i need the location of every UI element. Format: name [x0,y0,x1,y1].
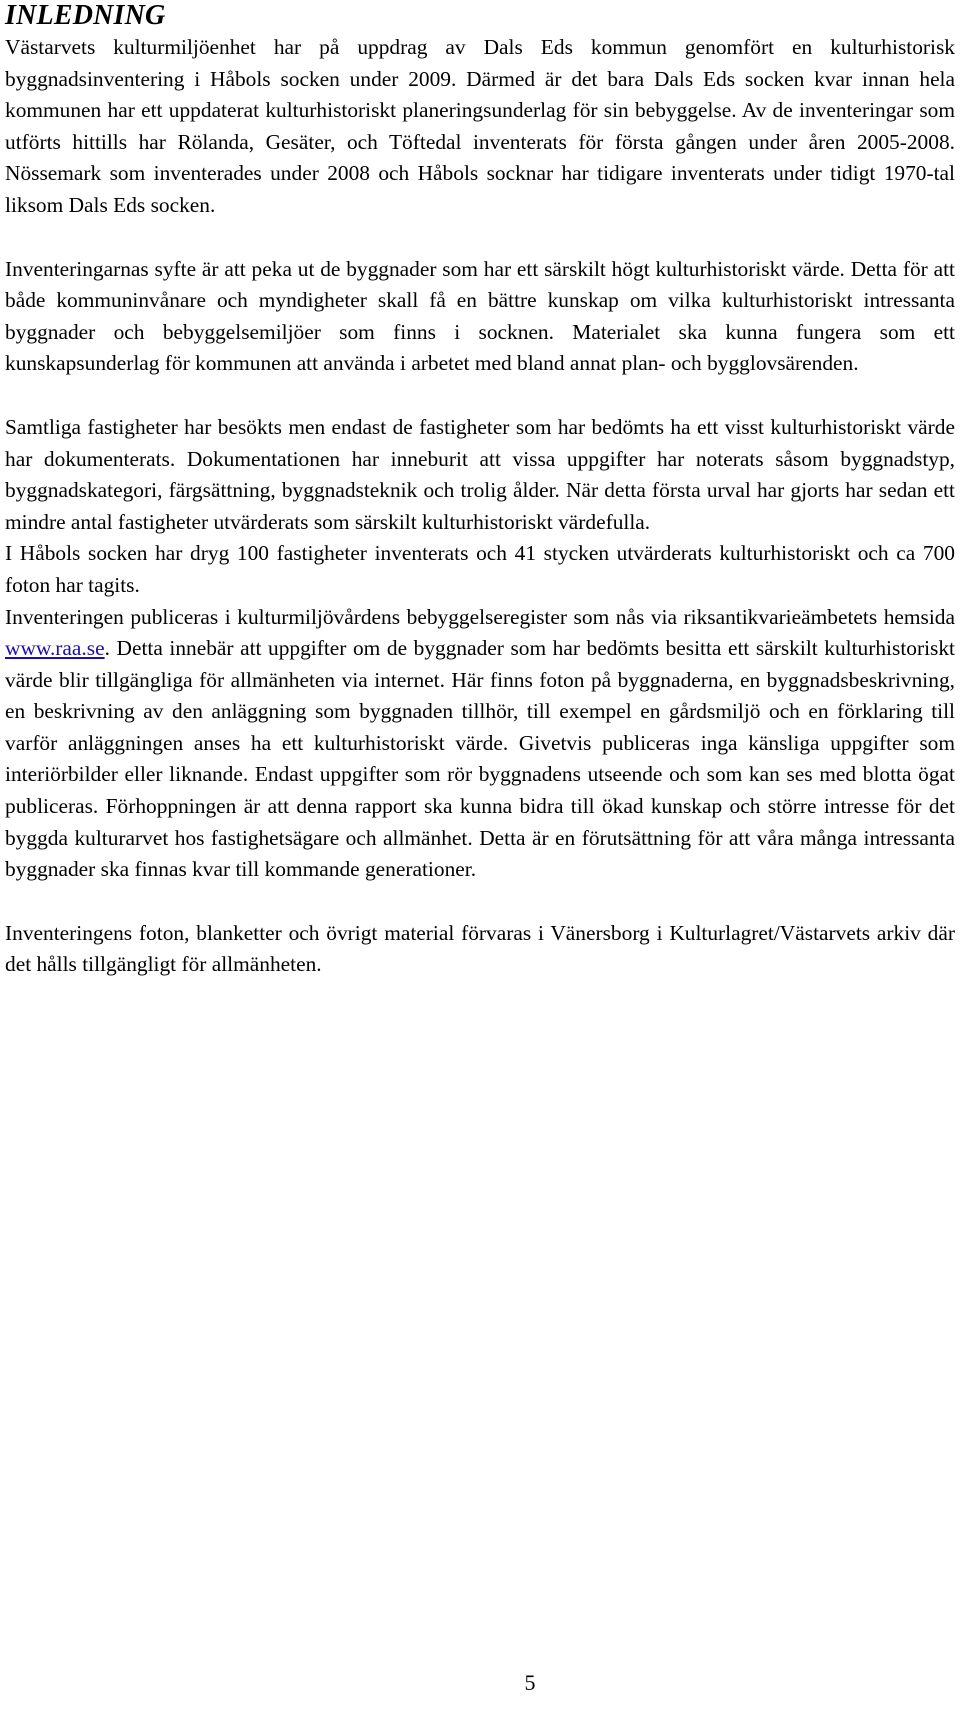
raa-website-link[interactable]: www.raa.se [5,636,105,661]
paragraph-statistics: I Håbols socken har dryg 100 fastigheter inventerats och 41 stycken utvärderats kulturhistoriskt och ca 700 foton har tagits. [5,541,955,597]
paragraph-publication [5,602,955,886]
page-number: 5 [524,1670,536,1695]
paragraph-intro: Västarvets kulturmiljöenhet har på uppdrag av Dals Eds kommun genomfört en kulturhistorisk byggnadsinventering i Håbols socken under 2009. Därmed är det bara Dals Eds socken kvar innan hela kommunen har ett uppdaterat kulturhistoriskt planeringsunderlag för sin bebyggelse. Av de inventeringar som utförts hittills har Rölanda, Gesäter, och Töftedal inventerats för första gången under åren 2005-2008. Nössemark som inventerades under 2008 och Håbols socknar har tidigare inventerats under tidigt 1970-tal liksom Dals Eds socken. [5,35,955,217]
paragraph-gap [5,380,955,412]
document-page [5,0,955,981]
section-heading: INLEDNING [5,0,166,31]
publication-text-end: . Detta innebär att uppgifter om de byggnader som har bedömts besitta ett särskilt kulturhistoriskt värde blir tillgängliga för allmänheten via internet. Här finns foton på byggnaderna, en byggnadsbeskrivning, en beskrivning av den anläggning som byggnaden tillhör, till exempel en gårdsmiljö och en förklaring till varför anläggningen anses ha ett kulturhistoriskt värde. Givetvis publiceras inga känsliga uppgifter som interiörbilder eller liknande. Endast uppgifter som rör byggnadens utseende och som kan ses med blotta ögat publiceras. Förhoppningen är att denna rapport ska kunna bidra till ökad kunskap och större intresse för det byggda kulturarvet hos fastighetsägare och allmänhet. Detta är en förutsättning för att våra många intressanta byggnader ska finnas kvar till kommande generationer. [5,636,955,882]
paragraph-gap [5,886,955,918]
paragraph-gap [5,222,955,254]
paragraph-method: Samtliga fastigheter har besökts men endast de fastigheter som har bedömts ha ett visst kulturhistoriskt värde har dokumenterats. Dokumentationen har inneburit att vissa uppgifter har noterats såsom byggnadstyp, byggnadskategori, färgsättning, byggnadsteknik och trolig ålder. När detta första urval har gjorts har sedan ett mindre antal fastigheter utvärderats som särskilt kulturhistoriskt värdefulla. [5,414,955,534]
publication-text-start: Inventeringen publiceras i kulturmiljövårdens bebyggelseregister som nås via riksantikvarieämbetets hemsida [5,604,955,629]
paragraph-purpose: Inventeringarnas syfte är att peka ut de byggnader som har ett särskilt högt kulturhistoriskt värde. Detta för att både kommuninvånare och myndigheter skall få en bättre kunskap om vilka kulturhistoriskt intressanta byggnader och bebyggelsemiljöer som finns i socknen. Materialet ska kunna fungera som ett kunskapsunderlag för kommunen att använda i arbetet med bland annat plan- och bygglovsärenden. [5,256,955,376]
paragraph-archive: Inventeringens foton, blanketter och övrigt material förvaras i Vänersborg i Kulturlagret/Västarvets arkiv där det hålls tillgängligt för allmänheten. [5,920,955,977]
